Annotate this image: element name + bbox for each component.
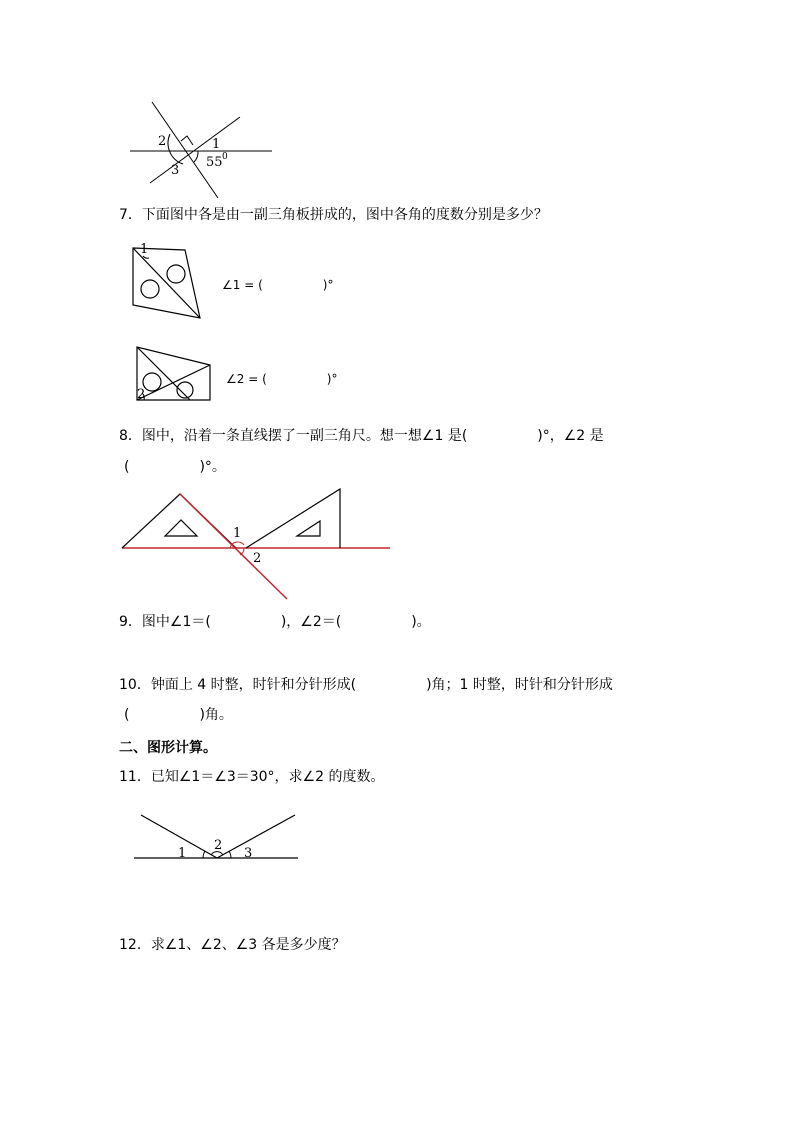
label-degree-superscript: 0 (222, 152, 228, 162)
question-9-text: 9．图中∠1＝( )，∠2＝( )。 (119, 614, 431, 630)
label-angle-3: 3 (244, 846, 253, 861)
label-angle-2: 2 (214, 838, 223, 853)
label-angle-2: 2 (158, 134, 167, 149)
label-angle-1: 1 (140, 242, 149, 257)
question-7-text: 7．下面图中各是由一副三角板拼成的，图中各角的度数分别是多少？ (119, 207, 548, 223)
answer-angle-1: ∠1 = ( )° (222, 278, 334, 292)
label-angle-3: 3 (171, 163, 180, 178)
label-angle-2: 2 (253, 551, 262, 566)
label-angle-2: 2 (137, 387, 146, 402)
question-8-line-1: 8．图中，沿着一条直线摆了一副三角尺。想一想∠1 是( )°，∠2 是 (119, 428, 604, 444)
label-angle-1: 1 (212, 137, 221, 152)
label-angle-1: 1 (233, 526, 242, 541)
section-2-title: 二、图形计算。 (119, 740, 217, 756)
answer-angle-2: ∠2 = ( )° (226, 372, 338, 386)
question-10-line-2: ( )角。 (124, 707, 233, 723)
label-angle-1: 1 (178, 846, 187, 861)
label-55: 55 (206, 155, 223, 170)
question-11-text: 11．已知∠1＝∠3＝30°，求∠2 的度数。 (119, 769, 385, 785)
question-10-line-1: 10．钟面上 4 时整，时针和分针形成( )角；1 时整，时针和分针形成 (119, 677, 613, 693)
question-12-text: 12．求∠1、∠2、∠3 各是多少度？ (119, 937, 346, 953)
question-8-line-2: ( )°。 (124, 459, 226, 475)
